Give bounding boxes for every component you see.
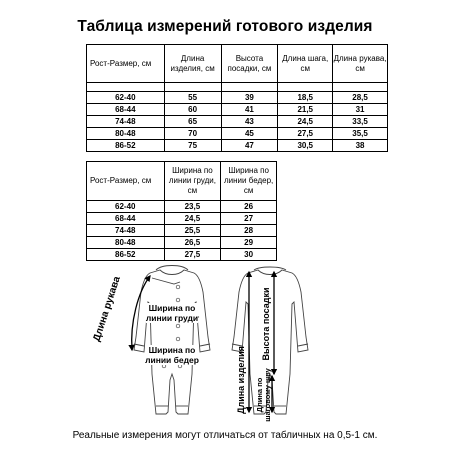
table-cell: 30,5 [278,140,333,152]
table-row [87,249,277,261]
table-header-row [87,45,388,83]
table-cell: 74-48 [87,116,165,128]
table-cell: 35,5 [333,128,388,140]
table-cell: 24,5 [278,116,333,128]
header-cell: Ширина по линии бедер, см [221,162,277,201]
table-cell: 18,5 [278,92,333,104]
sleeve-length-label: Длина рукава [91,275,123,343]
front-romper-outline [134,266,210,415]
table-cell: 27 [221,213,277,225]
table-cell: 30 [221,249,277,261]
table-cell: 26 [221,201,277,213]
table-row [87,213,277,225]
table-cell: 70 [164,128,221,140]
table-cell: 38 [333,140,388,152]
page-title: Таблица измерений готового изделия [77,18,373,35]
table-cell: 24,5 [164,213,221,225]
table-cell: 33,5 [333,116,388,128]
table-cell: 75 [164,140,221,152]
table-cell: 74-48 [87,225,165,237]
table-cell: 68-44 [87,104,165,116]
table-row [87,92,388,104]
garment-diagram [86,262,366,427]
table-row [87,104,388,116]
header-cell: Рост-Размер, см [87,162,165,201]
header-cell: Рост-Размер, см [87,45,165,83]
hip-width-label-line1: Ширина по [148,345,196,355]
measurements-table-1 [86,44,388,152]
table-row [87,116,388,128]
table-row [87,140,388,152]
header-cell: Длина рукава, см [333,45,388,83]
hip-width-label-line2: линии бедер [145,355,199,365]
table-row [87,237,277,249]
table-cell: 55 [164,92,221,104]
rise-height-label: Высота посадки [261,287,271,361]
table-cell: 31 [333,104,388,116]
table-cell: 45 [221,128,278,140]
inseam-label-line1: Длина по [255,377,264,413]
table-cell: 28,5 [333,92,388,104]
chest-width-label-line1: Ширина по [148,303,196,313]
table-cell: 80-48 [87,237,165,249]
measurements-table-2 [86,161,277,261]
table-row [87,128,388,140]
table-cell: 60 [164,104,221,116]
table-cell: 68-44 [87,213,165,225]
header-cell: Длина изделия, см [164,45,221,83]
table-cell: 27,5 [164,249,221,261]
garment-length-label: Длина изделия [236,346,246,414]
header-cell: Высота посадки, см [221,45,278,83]
table-cell: 21,5 [278,104,333,116]
inseam-label-line2: шаговому шву [263,368,272,422]
header-cell: Ширина по линии груди, см [164,162,221,201]
table-cell: 86-52 [87,140,165,152]
table-cell: 23,5 [164,201,221,213]
table-cell: 86-52 [87,249,165,261]
table-cell: 47 [221,140,278,152]
table-cell: 26,5 [164,237,221,249]
table-cell: 43 [221,116,278,128]
table-cell: 27,5 [278,128,333,140]
table-cell: 39 [221,92,278,104]
table-cell: 65 [164,116,221,128]
table-cell: 62-40 [87,201,165,213]
table-spacer-row [87,83,388,92]
table-row [87,225,277,237]
table-cell: 28 [221,225,277,237]
table-cell: 29 [221,237,277,249]
measurement-disclaimer: Реальные измерения могут отличаться от табличных на 0,5-1 см. [72,430,378,441]
table-cell: 25,5 [164,225,221,237]
table-cell: 80-48 [87,128,165,140]
table-cell: 62-40 [87,92,165,104]
header-cell: Длина шага, см [278,45,333,83]
table-row [87,201,277,213]
table-header-row [87,162,277,201]
table-cell: 41 [221,104,278,116]
chest-width-label-line2: линии груди [145,313,199,323]
